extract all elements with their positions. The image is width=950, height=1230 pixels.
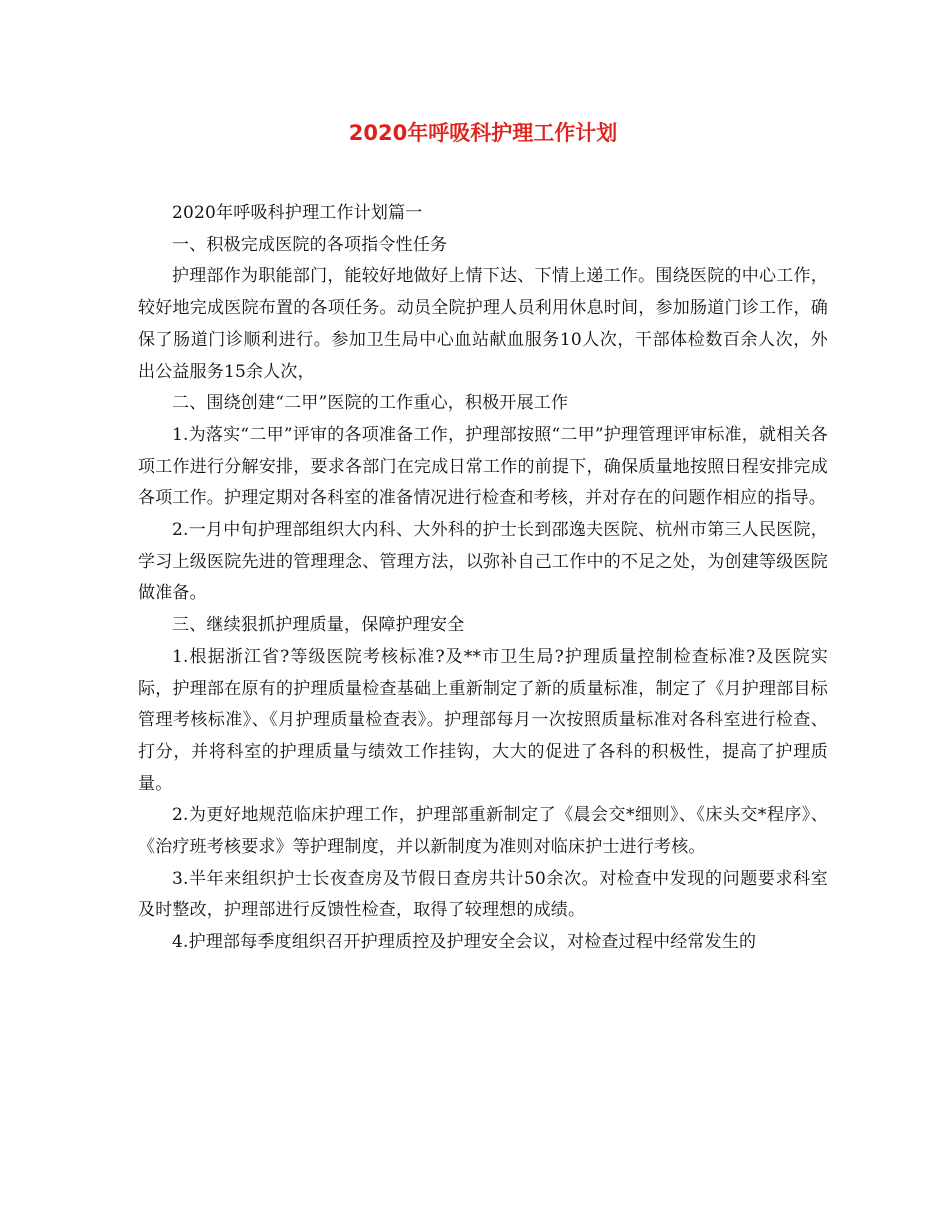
paragraph-section-heading: 2020年呼吸科护理工作计划篇一 bbox=[172, 203, 423, 223]
paragraph-body: 2.为更好地规范临床护理工作，护理部重新制定了《晨会交*细则》、《床头交*程序》、《治疗班考核要求》等护理制度，并以新制度为准则对临床护士进行考核。 bbox=[138, 805, 828, 858]
paragraph-heading-1: 一、积极完成医院的各项指令性任务 bbox=[172, 234, 448, 255]
document-title: 2020年呼吸科护理工作计划 bbox=[348, 121, 618, 145]
document-page bbox=[138, 118, 828, 959]
paragraph-body: 1.根据浙江省?等级医院考核标准?及**市卫生局?护理质量控制检查标准?及医院实际，护理部在原有的护理质量检查基础上重新制定了新的质量标准，制定了《月护理部目标管理考核标准》、《月护理质量检查表》。护理部每月一次按照质量标准对各科室进行检查、打分，并将科室的护理质量与绩效工作挂钩，大大的促进了各科的积极性，提高了护理质量。 bbox=[138, 646, 828, 794]
paragraph-heading-3: 三、继续狠抓护理质量，保障护理安全 bbox=[172, 615, 465, 636]
paragraph-body: 1.为落实“二甲”评审的各项准备工作，护理部按照“二甲”护理管理评审标准，就相关各项工作进行分解安排，要求各部门在完成日常工作的前提下，确保质量地按照日程安排完成各项工作。护理定期对各科室的准备情况进行检查和考核，并对存在的问题作相应的指导。 bbox=[138, 424, 828, 509]
paragraph-body: 4.护理部每季度组织召开护理质控及护理安全会议，对检查过程中经常发生的 bbox=[172, 932, 757, 953]
paragraph-body: 护理部作为职能部门，能较好地做好上情下达、下情上递工作。围绕医院的中心工作，较好地完成医院布置的各项任务。动员全院护理人员利用休息时间，参加肠道门诊工作，确保了肠道门诊顺利进行。参加卫生局中心血站献血服务10人次，干部体检数百余人次，外出公益服务15余人次， bbox=[138, 266, 828, 382]
paragraph-heading-2: 二、围绕创建“二甲”医院的工作重心，积极开展工作 bbox=[172, 393, 569, 414]
paragraph-body: 3.半年来组织护士长夜查房及节假日查房共计50余次。对检查中发现的问题要求科室及时整改，护理部进行反馈性检查，取得了较理想的成绩。 bbox=[138, 868, 828, 921]
paragraph-body: 2.一月中旬护理部组织大内科、大外科的护士长到邵逸夫医院、杭州市第三人民医院，学习上级医院先进的管理理念、管理方法，以弥补自己工作中的不足之处，为创建等级医院做准备。 bbox=[138, 520, 828, 604]
